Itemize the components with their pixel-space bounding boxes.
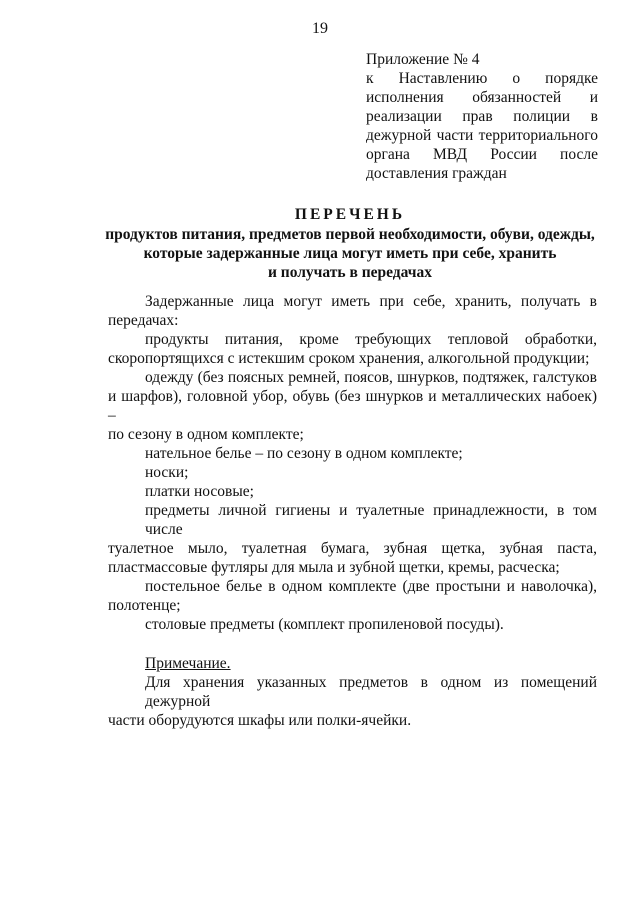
appendix-line: дежурной части территориального xyxy=(366,127,598,144)
document-title xyxy=(100,205,600,282)
title-main: ПЕРЕЧЕНЬ xyxy=(294,206,406,223)
list-item-line: пластмассовые футляры для мыла и зубной щетки, кремы, расческа; xyxy=(108,559,560,576)
intro-line: Задержанные лица могут иметь при себе, хранить, получать в xyxy=(145,293,597,310)
note-heading: Примечание. xyxy=(145,655,231,672)
appendix-block xyxy=(366,50,598,183)
title-line: которые задержанные лица могут иметь при себе, хранить xyxy=(143,245,557,262)
list-item-line: нательное белье – по сезону в одном комплекте; xyxy=(145,445,463,462)
appendix-line: органа МВД России после xyxy=(366,146,598,163)
appendix-line: доставления граждан xyxy=(366,165,507,182)
appendix-line: к Наставлению о порядке xyxy=(366,70,598,87)
note-line: части оборудуются шкафы или полки-ячейки. xyxy=(108,712,412,729)
appendix-line: реализации прав полиции в xyxy=(366,108,598,125)
title-line: и получать в передачах xyxy=(267,264,433,281)
page-number: 19 xyxy=(312,20,328,37)
note-line: Для хранения указанных предметов в одном из помещений дежурной xyxy=(145,674,597,710)
list-item-line: платки носовые; xyxy=(145,483,254,500)
list-item-line: постельное белье в одном комплекте (две простыни и наволочка), xyxy=(145,578,597,595)
document-body xyxy=(108,292,597,730)
list-item-line: носки; xyxy=(145,464,189,481)
intro-line: передачах: xyxy=(108,312,179,329)
list-item-line: столовые предметы (комплект пропиленовой посуды). xyxy=(145,616,504,633)
list-item-line: предметы личной гигиены и туалетные принадлежности, в том числе xyxy=(145,502,597,538)
list-item-line: полотенце; xyxy=(108,597,181,614)
list-item-line: туалетное мыло, туалетная бумага, зубная щетка, зубная паста, xyxy=(108,540,597,557)
list-item-line: по сезону в одном комплекте; xyxy=(108,426,304,443)
list-item-line: продукты питания, кроме требующих тепловой обработки, xyxy=(145,331,597,348)
title-line: продуктов питания, предметов первой необходимости, обуви, одежды, xyxy=(105,226,595,243)
list-item-line: скоропортящихся с истекшим сроком хранения, алкогольной продукции; xyxy=(108,350,590,367)
appendix-title: Приложение № 4 xyxy=(366,51,480,68)
list-item-line: одежду (без поясных ремней, поясов, шнурков, подтяжек, галстуков xyxy=(145,369,597,386)
list-item-line: и шарфов), головной убор, обувь (без шнурков и металлических набоек) – xyxy=(108,388,597,424)
appendix-line: исполнения обязанностей и xyxy=(366,89,598,106)
